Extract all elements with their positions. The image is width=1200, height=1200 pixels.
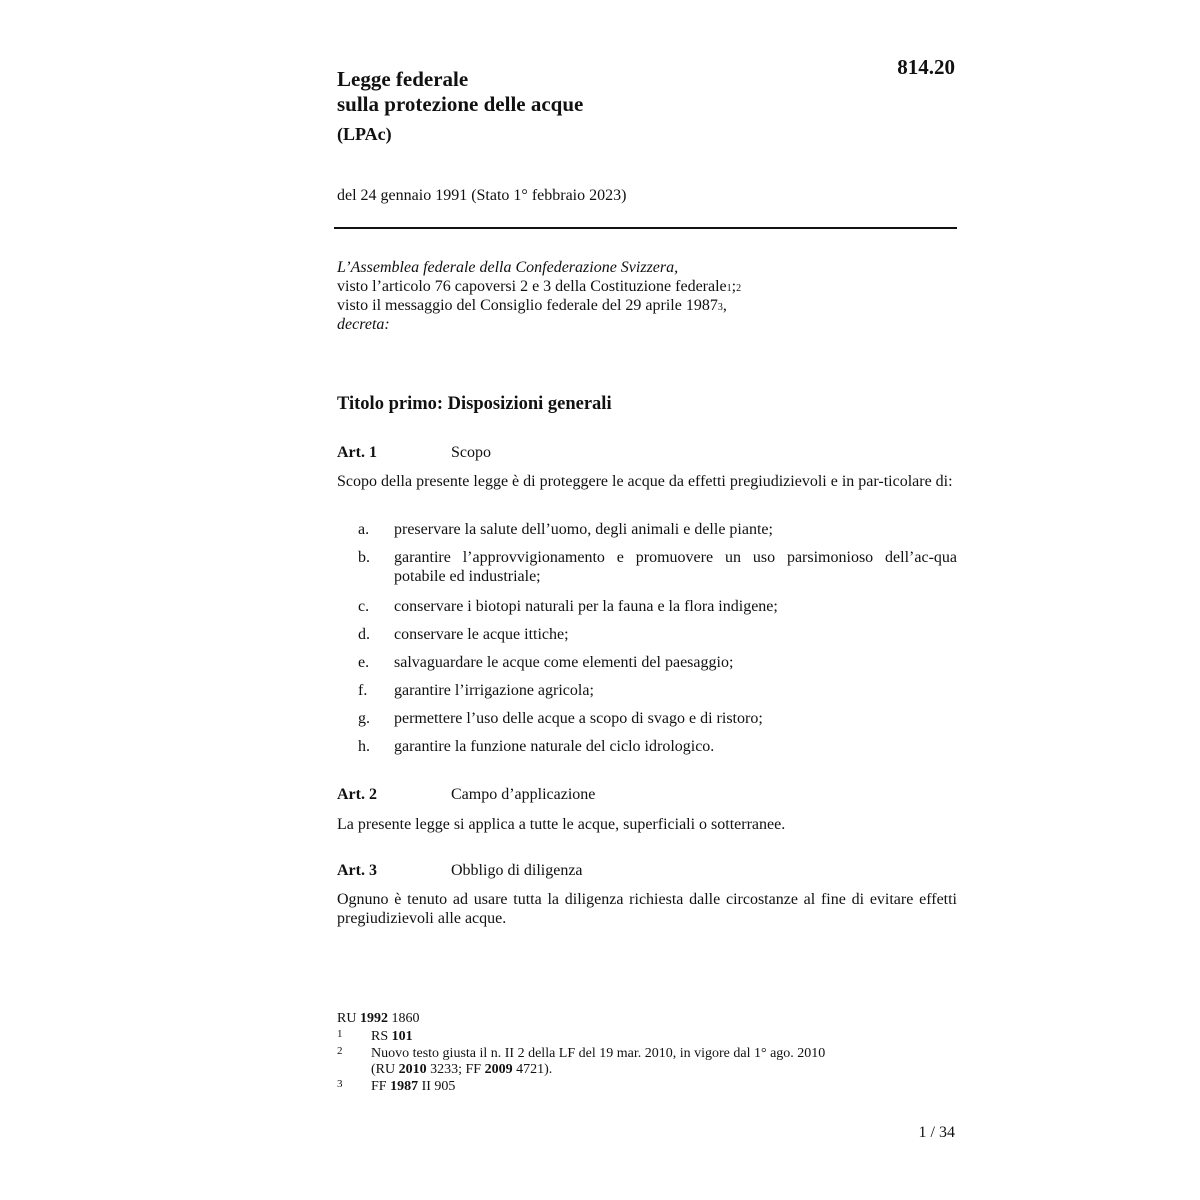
title-line-1: Legge federale [337,67,469,91]
preamble-decreta: decreta: [337,316,390,333]
ru-prefix: RU [337,1011,360,1026]
footnote-mark: 2 [337,1045,343,1057]
article-1-text: Scopo della presente legge è di proteggere le acque da effetti pregiudizievoli e in par-ticolare di: [337,473,953,490]
preamble-line-2 [337,296,957,315]
list-text: conservare le acque ittiche; [394,626,569,643]
footnote-text: FF 1987 II 905 [371,1079,456,1094]
article-2-heading [337,786,595,804]
footnote-text: (RU 2010 3233; FF 2009 4721). [371,1062,553,1077]
document-number: 814.20 [897,55,955,79]
footnote-ref-2[interactable]: 2 [736,283,742,294]
list-text: garantire l’approvvigionamento e promuovere un uso parsimonioso dell’ac-qua potabile ed industriale; [394,549,957,585]
list-text: garantire la funzione naturale del ciclo idrologico. [394,738,715,755]
footnote-ref-3[interactable]: 3 [717,302,723,313]
list-letter: f. [358,682,368,699]
page-number: 1 / 34 [918,1124,955,1141]
footnote-mark: 3 [337,1078,343,1090]
section-heading: Titolo primo: Disposizioni generali [337,394,612,414]
footnote-ref-1[interactable]: 1 [726,283,732,294]
article-1-heading [337,444,491,462]
document-abbreviation: (LPAc) [337,124,392,144]
list-text: salvaguardare le acque come elementi del paesaggio; [394,654,734,671]
article-2-text: La presente legge si applica a tutte le acque, superficiali o sotterranee. [337,816,786,833]
document-date: del 24 gennaio 1991 (Stato 1° febbraio 2023) [337,187,627,204]
list-letter: g. [358,710,370,727]
preamble-line-1 [337,277,957,296]
document-title [337,67,583,117]
footnote-text: RS 101 [371,1029,413,1044]
article-number: Art. 2 [337,786,377,803]
preamble-separator: ; [731,278,737,295]
list-letter: a. [358,521,370,538]
list-text: preservare la salute dell’uomo, degli animali e delle piante; [394,521,773,538]
list-letter: h. [358,738,370,755]
article-3-text: Ognuno è tenuto ad usare tutta la diligenza richiesta dalle circostanze al fine di evitare effetti pregiudizievoli alle acque. [337,891,957,927]
preamble-assembly: L’Assemblea federale della Confederazione Svizzera, [337,259,679,276]
article-title: Scopo [451,444,491,461]
list-letter: b. [358,549,370,566]
preamble-line-1-text: visto l’articolo 76 capoversi 2 e 3 della Costituzione federale [337,278,727,295]
list-text: conservare i biotopi naturali per la fauna e la flora indigene; [394,598,778,615]
article-title: Obbligo di diligenza [451,862,583,879]
preamble [337,258,957,334]
footnote-mark: 1 [337,1028,343,1040]
list-letter: d. [358,626,370,643]
ru-page: 1860 [387,1011,420,1026]
article-3-heading [337,862,583,880]
footnote-text: Nuovo testo giusta il n. II 2 della LF del 19 mar. 2010, in vigore dal 1° ago. 2010 [371,1046,826,1061]
ru-year: 1992 [359,1011,388,1026]
article-title: Campo d’applicazione [451,786,596,803]
preamble-line-2-end: , [722,297,727,314]
list-letter: c. [358,598,370,615]
list-text: permettere l’uso delle acque a scopo di svago e di ristoro; [394,710,763,727]
title-line-2: sulla protezione delle acque [337,92,584,116]
preamble-line-2-text: visto il messaggio del Consiglio federale del 29 aprile 1987 [337,297,718,314]
list-text: garantire l’irrigazione agricola; [394,682,594,699]
title-divider [334,227,957,229]
article-number: Art. 3 [337,862,377,879]
article-number: Art. 1 [337,444,377,461]
ru-reference [337,1011,419,1027]
list-letter: e. [358,654,370,671]
